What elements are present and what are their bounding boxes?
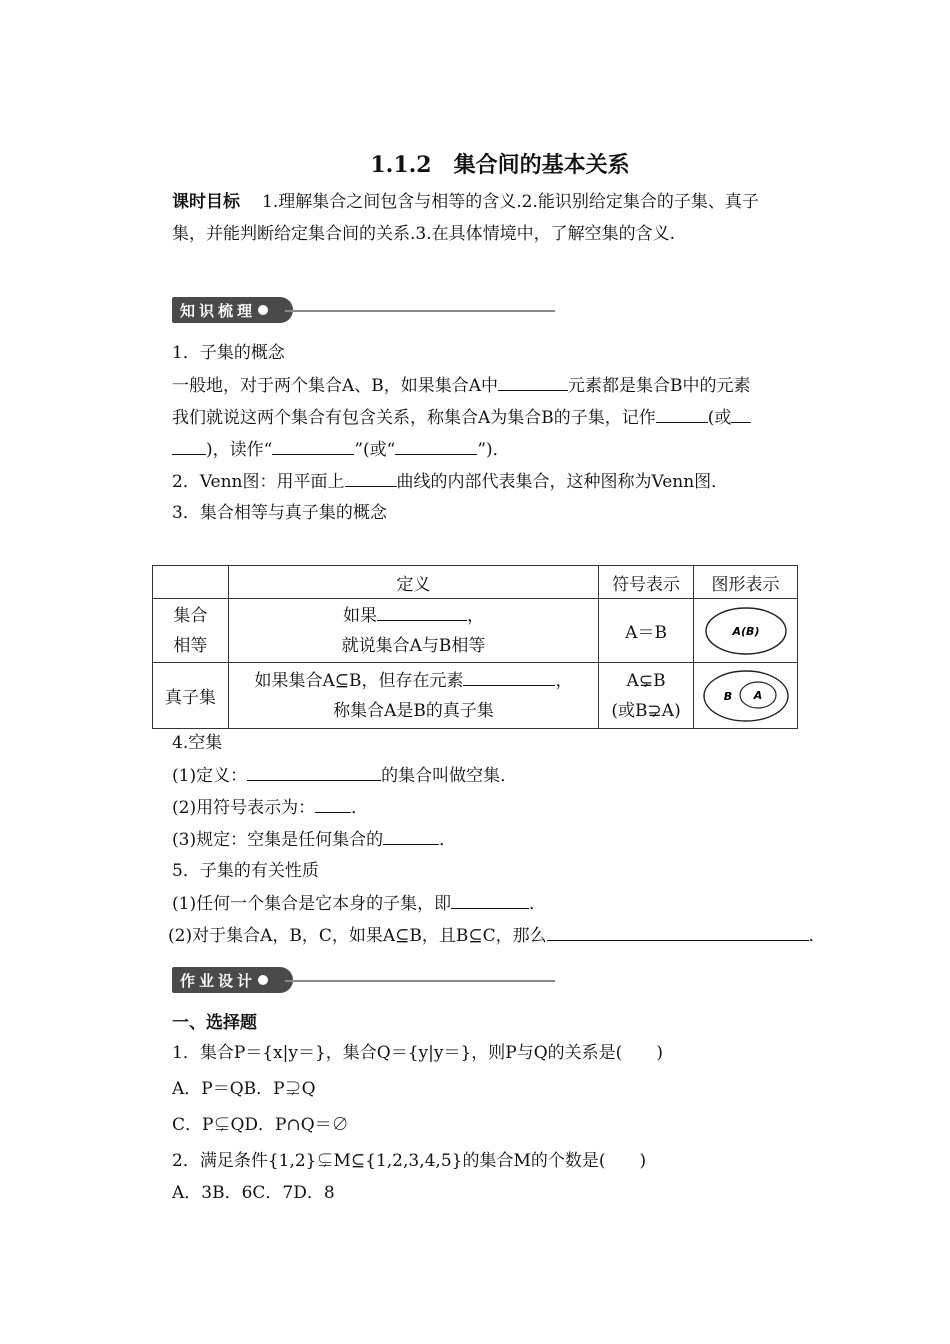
table-header-definition: 定义	[228, 566, 598, 599]
blank-line	[395, 439, 477, 455]
section-rule	[285, 310, 555, 312]
blank-line	[247, 765, 381, 781]
goals-label: 课时目标	[172, 192, 240, 212]
props-heading: 5．子集的有关性质	[172, 861, 319, 881]
knowledge-heading-1: 1．子集的概念	[172, 343, 285, 363]
row-name-equal: 集合 相等	[153, 599, 229, 663]
blank-line	[451, 893, 529, 909]
table-header-empty	[153, 566, 229, 599]
knowledge-heading-3: 3．集合相等与真子集的概念	[172, 503, 387, 523]
bullet-dot-icon	[258, 975, 268, 985]
blank-line	[656, 407, 708, 423]
venn-equal-label: A(B)	[732, 624, 759, 638]
row-figure-equal	[694, 599, 798, 663]
blank-line	[463, 670, 555, 686]
blank-line	[315, 797, 351, 813]
bullet-dot-icon	[258, 305, 268, 315]
question-1-options-cd: C．P⊊QD．P∩Q＝∅	[172, 1115, 349, 1135]
section-banner-knowledge: 知识梳理	[172, 297, 293, 323]
question-1-options-ab: A．P＝QB．P⊋Q	[172, 1079, 316, 1099]
knowledge-line-1: 一般地，对于两个集合A、B，如果集合A中 元素都是集合B中的元素	[172, 376, 751, 396]
empty-line-2: (2)用符号表示为： ．	[172, 798, 369, 818]
exercise-heading: 一、选择题	[172, 1013, 257, 1033]
table-header-figure: 图形表示	[694, 566, 798, 599]
blank-line	[383, 829, 439, 845]
empty-line-1: (1)定义： 的集合叫做空集．	[172, 766, 518, 786]
question-2-options: A．3B．6C．7D．8	[172, 1183, 335, 1203]
section-rule	[285, 980, 555, 982]
table-header-symbol: 符号表示	[599, 566, 694, 599]
blank-line	[377, 605, 467, 621]
venn-subset-diagram	[700, 667, 792, 725]
knowledge-line-2: 我们就说这两个集合有包含关系，称集合A为集合B的子集，记作 (或	[172, 407, 751, 428]
empty-line-3: (3)规定：空集是任何集合的 ．	[172, 830, 457, 850]
blank-line	[547, 925, 809, 941]
concept-table	[152, 565, 798, 729]
table-row	[153, 663, 798, 729]
row-symbol-equal: A＝B	[599, 599, 694, 663]
props-line-2: (2)对于集合A，B，C，如果A⊆B，且B⊆C，那么 ．	[168, 926, 826, 946]
blank-line	[272, 439, 354, 455]
section-banner-homework: 作业设计	[172, 967, 293, 993]
knowledge-line-3: )，读作“ ”(或“ ”)．	[172, 439, 510, 460]
row-def-equal: 如果 ， 就说集合A与B相等	[228, 599, 598, 663]
goals-line-2: 集，并能判断给定集合间的关系.3.在具体情境中，了解空集的含义.	[172, 224, 676, 244]
question-1: 1．集合P＝{x|y＝}，集合Q＝{y|y＝}，则P与Q的关系是( )	[172, 1043, 663, 1063]
blank-line	[731, 407, 751, 423]
venn-line: 2．Venn图：用平面上 曲线的内部代表集合，这种图称为Venn图．	[172, 472, 729, 492]
goals-line-1: 课时目标 1.理解集合之间包含与相等的含义.2.能识别给定集合的子集、真子	[172, 192, 759, 212]
question-2: 2．满足条件{1,2}⊊M⊆{1,2,3,4,5}的集合M的个数是( )	[172, 1151, 647, 1171]
row-symbol-proper: A⊊B (或B⊋A)	[599, 663, 694, 729]
row-name-proper: 真子集	[153, 663, 229, 729]
venn-equal-diagram	[701, 604, 791, 658]
table-header-row	[153, 566, 798, 599]
row-figure-proper	[694, 663, 798, 729]
blank-line	[498, 375, 568, 391]
venn-inner-label: A	[753, 688, 762, 702]
props-line-1: (1)任何一个集合是它本身的子集，即 ．	[172, 894, 547, 914]
page-title: 1.1.2 集合间的基本关系	[370, 152, 630, 178]
blank-line	[172, 439, 206, 455]
row-def-proper: 如果集合A⊆B，但存在元素 ， 称集合A是B的真子集	[228, 663, 598, 729]
table-row	[153, 599, 798, 663]
empty-heading: 4.空集	[172, 733, 223, 753]
venn-outer-label: B	[723, 689, 732, 703]
blank-line	[345, 471, 397, 487]
